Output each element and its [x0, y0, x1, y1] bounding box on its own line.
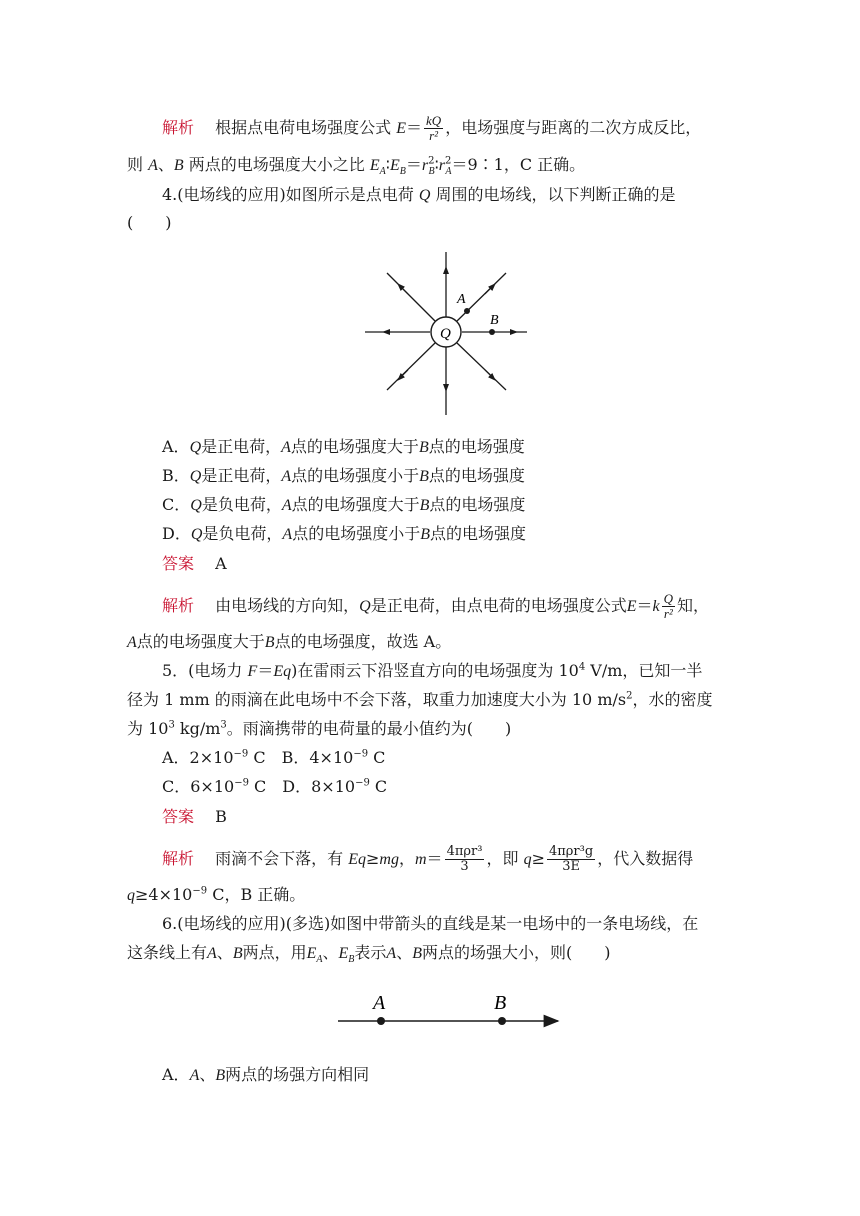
symbol: B [264, 634, 275, 651]
point-b-label: B [490, 313, 499, 328]
text: 两点的场强大小，则( ) [422, 943, 611, 962]
symbol: ＝ [426, 849, 443, 868]
symbol: ≥ [531, 849, 545, 868]
point-b [489, 329, 495, 335]
superscript: −9 [355, 777, 370, 789]
answer-label: 答案 [162, 807, 195, 826]
symbol: r [438, 157, 445, 174]
symbol: B [419, 497, 430, 514]
symbol: E [626, 598, 637, 615]
text: 是负电荷， [202, 524, 283, 543]
text: V/m，已知一半 [585, 661, 703, 680]
text: 点的电场强度，故选 A。 [274, 632, 452, 651]
q4-option-b [162, 465, 525, 488]
unit: C [368, 748, 386, 767]
q3-analysis-line1 [162, 114, 701, 143]
text: 径为 1 mm 的雨滴在此电场中不会下落，取重力加速度大小为 10 m/s [127, 690, 627, 709]
text: ，水的密度 [632, 690, 713, 709]
q6-option-a [162, 1064, 369, 1087]
symbol: 、 [199, 1065, 216, 1084]
symbol: E [306, 945, 317, 962]
text: 两点的电场强度大小之比 [188, 155, 365, 174]
symbol: Q [189, 439, 202, 456]
unit: C [248, 748, 266, 767]
symbol: Eq [273, 663, 292, 680]
option-letter: D． [162, 524, 191, 543]
symbol: B [419, 468, 429, 485]
text: 点的电场强度小于 [291, 466, 420, 485]
text: )在雷雨云下沿竖直方向的电场强度为 10 [291, 661, 579, 680]
symbol: 、 [322, 943, 339, 962]
symbol: Q [190, 526, 203, 543]
symbol: Q [190, 497, 202, 514]
symbol: q [523, 851, 532, 868]
text: 两点，用 [242, 943, 307, 962]
text: 表示 [354, 943, 387, 962]
symbol: A [281, 497, 292, 514]
unit: C [369, 777, 388, 796]
superscript: −9 [234, 777, 249, 789]
text: ＝9∶1，C 正确。 [451, 155, 586, 174]
point-a [377, 1017, 385, 1025]
q4-paren: ( ) [127, 213, 172, 232]
superscript: −9 [192, 885, 208, 897]
analysis-label: 解析 [162, 849, 195, 868]
superscript: −9 [353, 748, 369, 760]
q5-analysis-line2 [127, 884, 305, 907]
symbol: ≥ [366, 849, 380, 868]
symbol: E [389, 157, 400, 174]
field-line-figure [330, 988, 570, 1038]
subscript: B [428, 166, 435, 178]
symbol: B [215, 1067, 226, 1084]
option-d: D．8×10 [282, 777, 356, 796]
charge-label: Q [440, 326, 451, 342]
symbol: ∶ [385, 155, 390, 174]
symbol: Q [418, 187, 431, 204]
symbol: A [281, 439, 291, 456]
q5-options-cd [162, 776, 387, 798]
text: 雨滴不会下落，有 [215, 849, 344, 868]
symbol: B [232, 945, 243, 962]
symbol: Eq [348, 851, 366, 868]
fraction [547, 845, 595, 874]
symbol: Q [189, 468, 202, 485]
text: 周围的电场线，以下判断正确的是 [435, 185, 676, 204]
symbol: A [282, 526, 293, 543]
text: 点的电场强度小于 [292, 524, 421, 543]
q4-analysis-line1 [162, 592, 709, 621]
text: kg/m [174, 719, 221, 738]
symbol: A [207, 945, 217, 962]
q4-stem [162, 184, 676, 207]
option-letter: C． [162, 495, 191, 514]
numerator: 4πρr³ [446, 844, 483, 859]
numerator: Q [663, 591, 673, 606]
text: ，电场强度与距离的二次方成反比， [445, 118, 702, 137]
point-b [498, 1017, 506, 1025]
q3-analysis-line2: 则 A、B 两点的电场强度大小之比 $E_A∶E_B=r^2_B∶r^2_A=9∶1$，C 正确。 [127, 155, 586, 178]
symbol: A [148, 157, 158, 174]
option-c: C．6×10 [162, 777, 235, 796]
text: 是负电荷， [201, 495, 282, 514]
point-b-label: B [494, 992, 507, 1014]
point-a-label: A [457, 292, 466, 307]
q4-option-d [162, 523, 526, 546]
q5-options-ab [162, 747, 385, 769]
symbol: F [247, 663, 258, 680]
text: 是正电荷， [201, 437, 282, 456]
symbol: ＝ [406, 118, 423, 137]
symbol: q [127, 887, 135, 904]
fraction [424, 114, 443, 143]
superscript: −9 [233, 748, 249, 760]
symbol: ＝ [405, 155, 422, 174]
text: 为 10 [127, 719, 169, 738]
subscript: B [399, 166, 406, 178]
point-a-label: A [373, 992, 386, 1014]
answer-value: B [215, 807, 227, 826]
text: ，代入数据得 [597, 849, 694, 868]
q5-answer [162, 806, 227, 828]
text: 是正电荷，由点电荷的电场强度公式 [370, 596, 627, 615]
symbol: r [421, 157, 429, 174]
q4-option-a [162, 436, 525, 459]
symbol: 、 [216, 943, 233, 962]
symbol: ＝ [257, 661, 274, 680]
text: ，即 [486, 849, 519, 868]
text: 点的电场强度 [429, 495, 526, 514]
analysis-label: 解析 [162, 596, 195, 615]
symbol: B [173, 157, 184, 174]
point-a [464, 308, 470, 314]
text: 根据点电荷电场强度公式 [215, 118, 392, 137]
text: 点的电场强度 [428, 466, 525, 485]
text: 点的电场强度 [430, 524, 527, 543]
numerator: 4πρr³g [548, 844, 594, 859]
symbol: E [338, 945, 349, 962]
symbol: ， [398, 849, 415, 868]
text: 是正电荷， [201, 466, 282, 485]
text: 由电场线的方向知， [215, 596, 360, 615]
text: 则 [127, 155, 144, 174]
text: 5．(电场力 [162, 661, 243, 680]
symbol: ∶ [434, 155, 439, 174]
denominator: r² [663, 606, 673, 621]
denominator: 3E [562, 859, 580, 874]
symbol: mg [379, 851, 399, 868]
text: 点的电场强度大于 [136, 632, 265, 651]
fraction [445, 845, 485, 874]
symbol: E [396, 120, 406, 137]
q5-stem-line1 [162, 660, 702, 683]
option-b: B．4×10 [281, 748, 354, 767]
superscript: 3 [220, 719, 227, 731]
q4-answer [162, 553, 227, 575]
option-a: A．2×10 [162, 748, 234, 767]
symbol: A [386, 945, 397, 962]
symbol: k [652, 598, 660, 615]
symbol: A [127, 634, 137, 651]
subscript: A [379, 166, 386, 178]
subscript: A [445, 166, 452, 178]
answer-value: A [215, 554, 227, 573]
text: 两点的场强方向相同 [225, 1065, 370, 1084]
q5-stem-line2 [127, 689, 712, 711]
denominator: 3 [460, 859, 469, 874]
point-charge-field-figure [360, 250, 540, 420]
superscript: 4 [578, 661, 586, 673]
analysis-label: 解析 [162, 118, 195, 137]
q5-stem-line3 [127, 718, 511, 740]
symbol: A [281, 468, 292, 485]
text: 点的电场强度大于 [291, 495, 420, 514]
symbol: A [189, 1067, 200, 1084]
option-letter: B． [162, 466, 190, 485]
symbol: B [420, 526, 430, 543]
symbol: B [412, 945, 422, 962]
superscript: 2 [626, 690, 633, 702]
denominator: r² [429, 128, 439, 143]
q6-stem-line1: 6.(电场线的应用)(多选)如图中带箭头的直线是某一电场中的一条电场线，在 [162, 914, 699, 933]
unit: C [248, 777, 267, 796]
text: 4.(电场线的应用)如图所示是点电荷 [162, 185, 414, 204]
subscript: A [316, 954, 323, 966]
symbol: E [369, 157, 380, 174]
q4-option-c [162, 494, 525, 517]
text: 点的电场强度 [428, 437, 525, 456]
symbol: B [418, 439, 429, 456]
subscript: B [348, 954, 355, 966]
q6-stem-line2 [127, 942, 611, 965]
symbol: m [414, 851, 427, 868]
q5-analysis-line1 [162, 845, 693, 874]
text: 知， [677, 596, 710, 615]
numerator: kQ [426, 113, 442, 128]
text: 这条线上有 [127, 943, 208, 962]
superscript: 3 [168, 719, 175, 731]
option-letter: A． [162, 437, 190, 456]
text: 。雨滴携带的电荷量的最小值约为( ) [226, 719, 512, 738]
answer-label: 答案 [162, 554, 195, 573]
fraction [662, 592, 675, 621]
text: ≥4×10 [135, 885, 193, 904]
option-letter: A． [162, 1065, 190, 1084]
symbol: Q [359, 598, 371, 615]
symbol: ＝ [636, 596, 653, 615]
q4-analysis-line2 [127, 631, 451, 654]
text: C，B 正确。 [207, 885, 306, 904]
text: 点的电场强度大于 [290, 437, 419, 456]
symbol: 、 [396, 943, 413, 962]
